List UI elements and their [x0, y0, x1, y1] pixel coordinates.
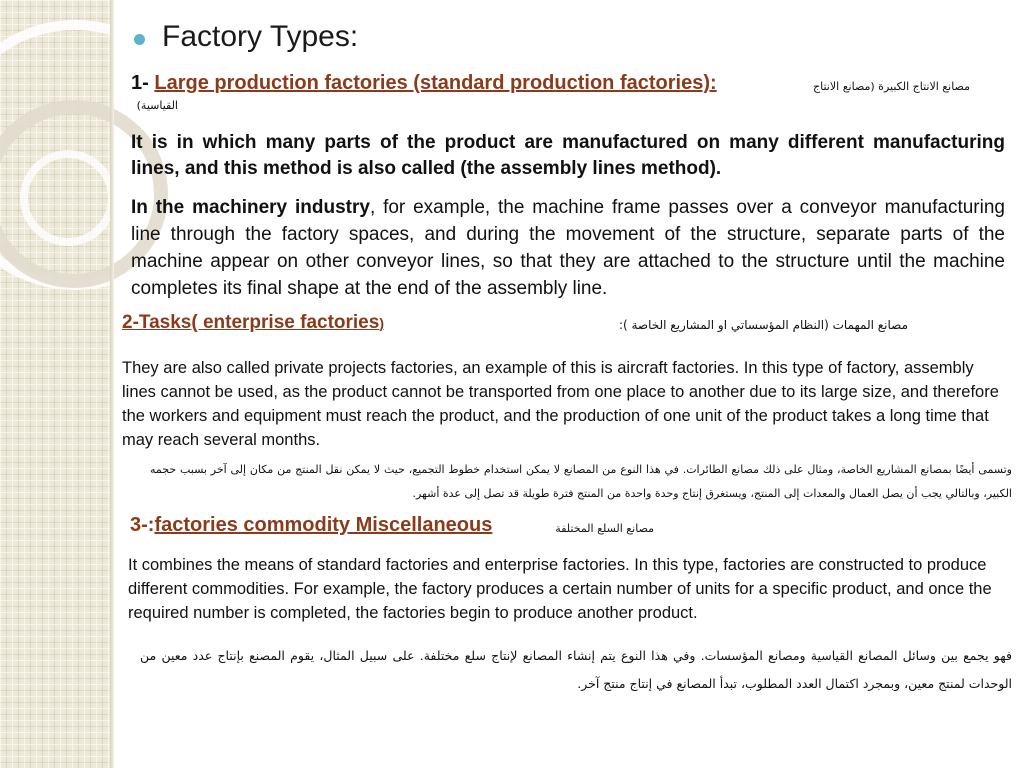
section1-arabic-heading-cont: القياسية) — [136, 99, 178, 112]
decorative-ring — [20, 150, 116, 246]
section2-paragraph: They are also called private projects factories, an example of this is aircraft factories. In this type of factory, assembly lines cannot be used, as the product cannot be transported from one place to another due to its large size, and therefore the workers and equipment must reach the product, and the production of one unit of the product takes a long time that may reach several months. — [122, 359, 999, 449]
section3-arabic-heading: مصانع السلع المختلفة — [555, 522, 654, 535]
example-lead: In the machinery industry — [131, 197, 370, 218]
section1-arabic-heading: مصانع الانتاج الكبيرة (مصانع الانتاج — [813, 80, 970, 93]
section1-heading-link[interactable]: Large production factories (standard production factories): — [154, 72, 717, 94]
section3-prefix: 3-: — [130, 514, 155, 536]
section1-number: 1- — [131, 72, 149, 94]
decorative-side-panel — [0, 0, 112, 768]
example-body: , for example, the machine frame passes over a conveyor manufacturing line through the factory spaces, and during the movement of the structure, separate parts of the machine appear on other conveyor lines, so that they are attached to the structure until the machine completes its final shape at the end of the assembly line. — [131, 197, 1005, 299]
section2-heading-link[interactable]: 2-Tasks( enterprise factories — [122, 312, 380, 333]
section3-arabic-paragraph: فهو يجمع بين وسائل المصانع القياسية ومصانع المؤسسات. وفي هذا النوع يتم إنشاء المصانع لإنتاج سلع مختلفة. على سبيل المثال، يقوم المصنع بإنتاج عدد معين من الوحدات لمنتج معين، وبمجرد اكتمال العدد المطلوب، تبدأ المصانع في إنتاج منتج آخر. — [140, 648, 1012, 691]
section2-heading — [122, 312, 384, 334]
slide-title: Factory Types: — [162, 20, 359, 53]
section3-heading-link[interactable]: factories commodity Miscellaneous — [154, 514, 493, 536]
section2-arabic-heading: مصانع المهمات (النظام المؤسساتي او المشاريع الخاصة ): — [618, 318, 908, 332]
section1-example — [131, 194, 1005, 302]
section3-heading — [130, 514, 492, 537]
section1-definition: It is in which many parts of the product are manufactured on many different manufacturing lines, and this method is also called (the assembly lines method). — [131, 132, 1005, 179]
bullet-icon — [134, 34, 145, 45]
section3-paragraph: It combines the means of standard factories and enterprise factories. In this type, factories are constructed to produce different commodities. For example, the factory produces a certain number of units for a specific product, and once the required number is completed, the factories begin to produce another product. — [128, 556, 992, 622]
side-panel-edge — [110, 0, 114, 768]
section1-heading — [131, 72, 717, 95]
section2-heading-close: ) — [379, 315, 384, 331]
section2-arabic-paragraph: وتسمى أيضًا بمصانع المشاريع الخاصة، ومثال على ذلك مصانع الطائرات. في هذا النوع من المصانع لا يمكن استخدام خطوط التجميع، حيث لا يمكن نقل المنتج من مكان إلى آخر بسبب حجمه الكبير، وبالتالي يجب أن يصل العمال والمعدات إلى المنتج، ويستغرق إنتاج وحدة واحدة من المنتج فترة طويلة قد تصل إلى عدة أشهر. — [150, 463, 1012, 500]
